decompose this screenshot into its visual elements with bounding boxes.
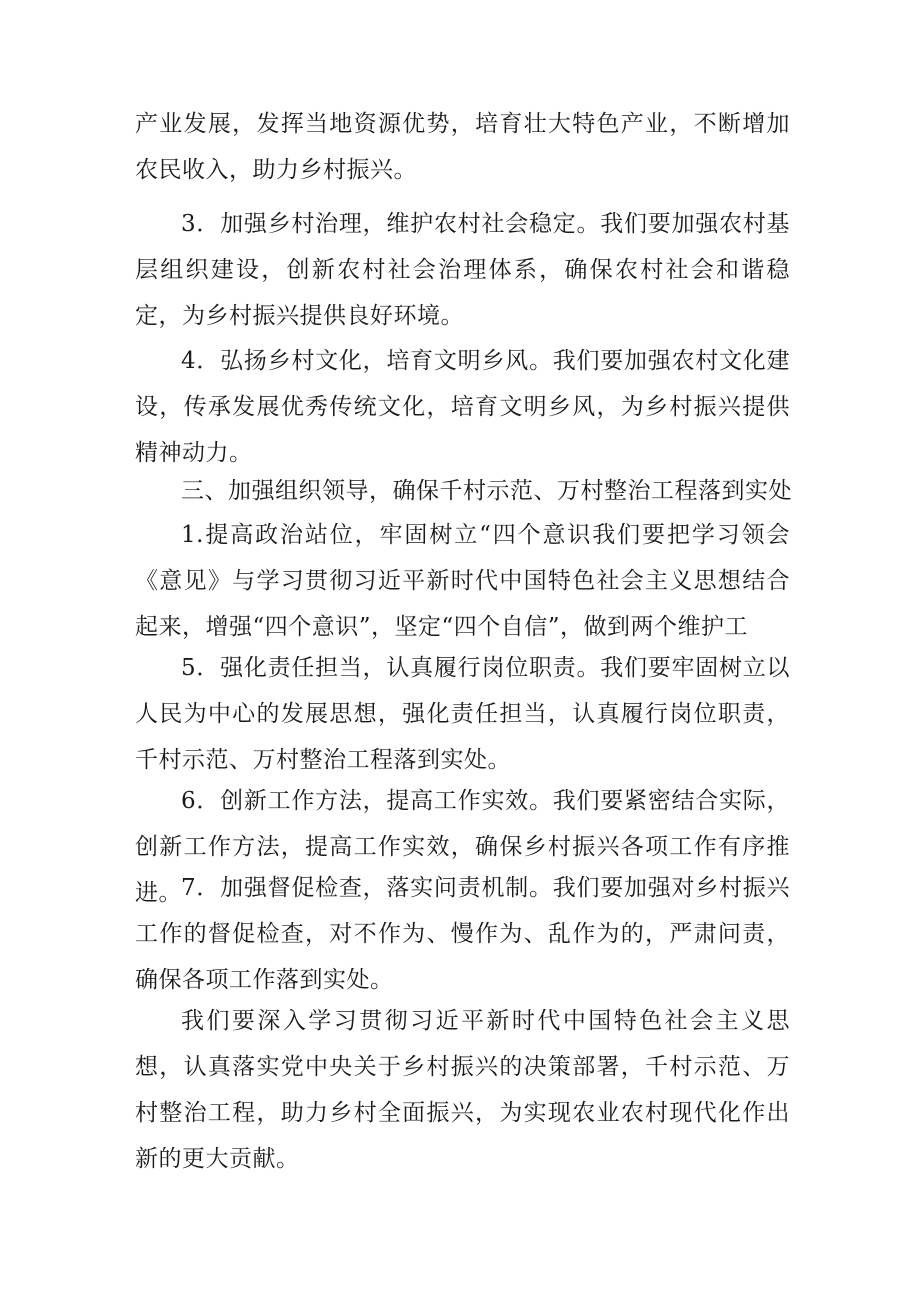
paragraph-item-6: 6．创新工作方法，提高工作实效。我们要紧密结合实际，创新工作方法，提高工作实效，确保乡村振兴各项工作有序推进。: [135, 788, 790, 906]
paragraph-item-4: 4．弘扬乡村文化，培育文明乡风。我们要加强农村文化建设，传承发展优秀传统文化，培育文明乡风，为乡村振兴提供精神动力。: [135, 348, 790, 466]
paragraph-conclusion: 我们要深入学习贯彻习近平新时代中国特色社会主义思想，认真落实党中央关于乡村振兴的决策部署，千村示范、万村整治工程，助力乡村全面振兴，为实现农业农村现代化作出新的更大贡献。: [135, 1008, 790, 1172]
paragraph-item-7: 7．加强督促检查，落实问责机制。我们要加强对乡村振兴工作的督促检查，对不作为、慢作为、乱作为的，严肃问责，确保各项工作落到实处。: [135, 875, 790, 993]
paragraph-item-3: 3．加强乡村治理，维护农村社会稳定。我们要加强农村基层组织建设，创新农村社会治理体系，确保农村社会和谐稳定，为乡村振兴提供良好环境。: [135, 211, 790, 329]
paragraph-item-5: 5．强化责任担当，认真履行岗位职责。我们要牢固树立以人民为中心的发展思想，强化责任担当，认真履行岗位职责，千村示范、万村整治工程落到实处。: [135, 655, 790, 773]
paragraph-continuation: 产业发展，发挥当地资源优势，培育壮大特色产业，不断增加农民收入，助力乡村振兴。: [135, 111, 790, 183]
section-heading-3: 三、加强组织领导，确保千村示范、万村整治工程落到实处: [181, 478, 792, 504]
paragraph-item-1: 1.提高政治站位，牢固树立“四个意识我们要把学习领会《意见》与学习贯彻习近平新时代中国特色社会主义思想结合起来，增强“四个意识”，坚定“四个自信”，做到两个维护工: [135, 522, 790, 640]
